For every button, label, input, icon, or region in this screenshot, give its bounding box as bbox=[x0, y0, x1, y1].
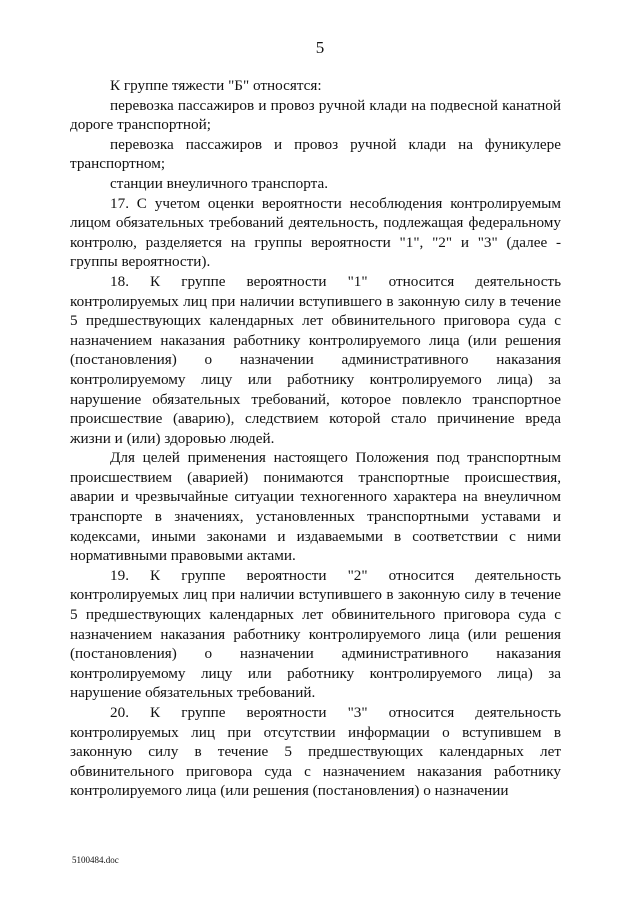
paragraph-18: 18. К группе вероятности "1" относится деятельность контролируемых лиц при наличии вступившего в законную силу в течение 5 предшествующих календарных лет обвинительного приговора суда с назначением наказания работнику контролируемого лица (или решения (постановления) о назначении административного наказания контролируемому лицу или работнику контролируемого лица) за нарушение обязательных требований, которое повлекло транспортное происшествие (аварию), следствием которой стало причинение вреда жизни и (или) здоровью людей. bbox=[70, 272, 561, 447]
paragraph-funicular: перевозка пассажиров и провоз ручной клади на фуникулере транспортном; bbox=[70, 135, 561, 173]
paragraph-stations: станции внеуличного транспорта. bbox=[110, 174, 329, 192]
paragraph-20: 20. К группе вероятности "3" относится деятельность контролируемых лиц при отсутствии информации о вступившем в законную силу в течение 5 предшествующих календарных лет обвинительного приговора суда с назначением наказания работнику контролируемого лица (или решения (постановления) о назначении bbox=[70, 704, 561, 800]
paragraph-19: 19. К группе вероятности "2" относится деятельность контролируемых лиц при наличии вступившего в законную силу в течение 5 предшествующих календарных лет обвинительного приговора суда с назначением наказания работнику контролируемого лица (или решения (постановления) о назначении административного наказания контролируемому лицу или работнику контролируемого лица) за нарушение обязательных требований. bbox=[70, 566, 561, 702]
page-number: 5 bbox=[315, 38, 325, 57]
paragraph-definition: Для целей применения настоящего Положения под транспортным происшествием (аварией) понимаются транспортные происшествия, аварии и чрезвычайные ситуации техногенного характера на внеуличном транспорте в значениях, установленных транспортными уставами и кодексами, иными законами и издаваемыми в соответствии с ними нормативными правовыми актами. bbox=[70, 449, 561, 565]
document-body bbox=[70, 76, 561, 801]
paragraph-cable-car: перевозка пассажиров и провоз ручной клади на подвесной канатной дороге транспортной; bbox=[70, 96, 561, 134]
paragraph-17: 17. С учетом оценки вероятности несоблюдения контролируемым лицом обязательных требований деятельность, подлежащая федеральному контролю, разделяется на группы вероятности "1", "2" и "3" (далее - группы вероятности). bbox=[70, 194, 561, 271]
footer-filename: 5100484.doc bbox=[72, 855, 119, 865]
paragraph-group-b-heading: К группе тяжести "Б" относятся: bbox=[110, 77, 322, 94]
